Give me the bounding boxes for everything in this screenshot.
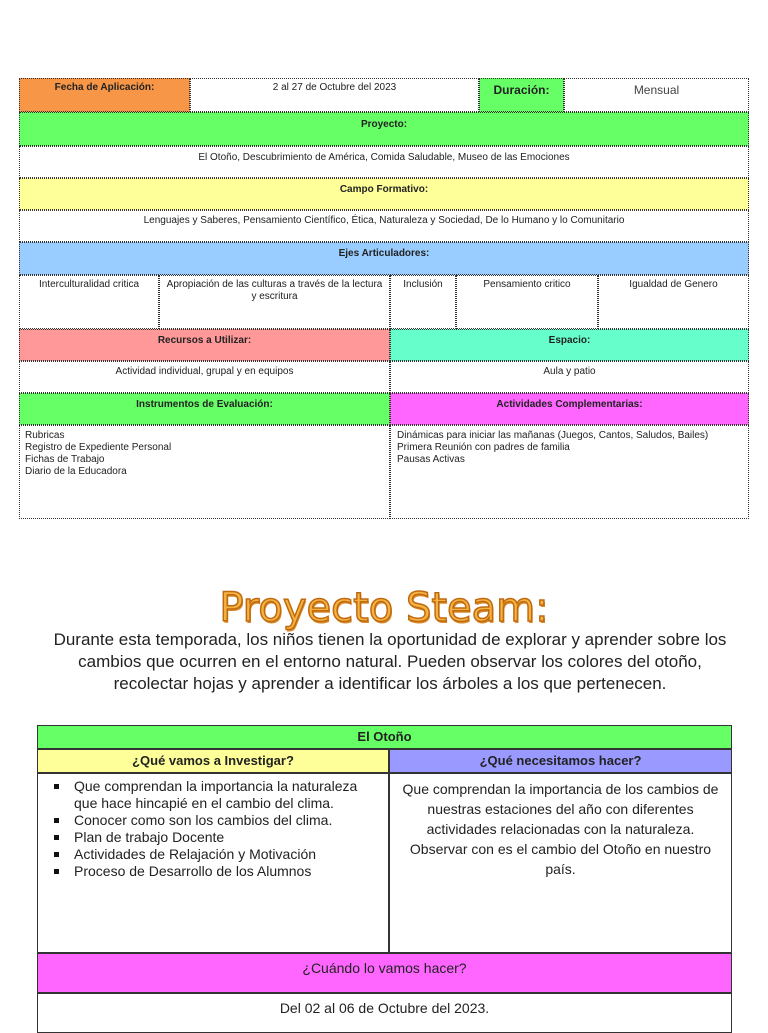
ejes-label: Ejes Articuladores:	[19, 242, 749, 275]
espacio-label: Espacio:	[390, 329, 749, 361]
investigar-item: Proceso de Desarrollo de los Alumnos	[74, 863, 380, 880]
actividades-label: Actividades Complementarias:	[390, 393, 749, 425]
steam-title: Proyecto Steam:	[219, 585, 549, 631]
eje-item: Pensamiento critico	[456, 275, 598, 329]
investigar-item: Conocer como son los cambios del clima.	[74, 812, 380, 829]
cuando-label: ¿Cuándo lo vamos hacer?	[37, 953, 732, 993]
instrumento-item: Rubricas	[25, 430, 65, 441]
actividad-item: Primera Reunión con padres de familia	[397, 442, 570, 453]
otono-header: El Otoño	[37, 725, 732, 749]
investigar-item: Que comprendan la importancia la naturaleza que hace hincapié en el cambio del clima.	[74, 778, 380, 812]
eje-item: Inclusión	[390, 275, 456, 329]
investigar-item: Actividades de Relajación y Motivación	[74, 846, 380, 863]
cuando-value: Del 02 al 06 de Octubre del 2023.	[37, 993, 732, 1033]
proyecto-value: El Otoño, Descubrimiento de América, Comida Saludable, Museo de las Emociones	[19, 146, 749, 178]
hacer-label: ¿Qué necesitamos hacer?	[389, 749, 732, 773]
espacio-value: Aula y patio	[390, 361, 749, 393]
investigar-list	[46, 778, 380, 880]
instrumentos-label: Instrumentos de Evaluación:	[19, 393, 390, 425]
campo-value: Lenguajes y Saberes, Pensamiento Científico, Ética, Naturaleza y Sociedad, De lo Humano y lo Comunitario	[19, 210, 749, 242]
instrumento-item: Diario de la Educadora	[25, 466, 127, 477]
instrumentos-list	[19, 425, 390, 519]
eje-item: Interculturalidad critica	[19, 275, 159, 329]
instrumento-item: Registro de Expediente Personal	[25, 442, 172, 453]
actividad-item: Dinámicas para iniciar las mañanas (Juegos, Cantos, Saludos, Bailes)	[397, 430, 709, 441]
investigar-item: Plan de trabajo Docente	[74, 829, 380, 846]
fecha-label: Fecha de Aplicación:	[19, 78, 190, 112]
hacer-text: Que comprendan la importancia de los cambios de nuestras estaciones del año con diferentes actividades relacionadas con la naturaleza. Observar con es el cambio del Otoño en nuestro país.	[389, 773, 732, 953]
recursos-label: Recursos a Utilizar:	[19, 329, 390, 361]
investigar-cell	[37, 773, 389, 953]
recursos-value: Actividad individual, grupal y en equipos	[19, 361, 390, 393]
campo-label: Campo Formativo:	[19, 178, 749, 210]
duracion-value: Mensual	[564, 78, 749, 112]
eje-item: Igualdad de Genero	[598, 275, 749, 329]
instrumento-item: Fichas de Trabajo	[25, 454, 105, 465]
duracion-label: Duración:	[479, 78, 564, 112]
eje-item: Apropiación de las culturas a través de la lectura y escritura	[159, 275, 390, 329]
actividades-list	[390, 425, 749, 519]
fecha-value: 2 al 27 de Octubre del 2023	[190, 78, 479, 112]
steam-paragraph: Durante esta temporada, los niños tienen la oportunidad de explorar y aprender sobre los cambios que ocurren en el entorno natural. Pueden observar los colores del otoño, recolectar hojas y aprender a identificar los árboles a los que pertenecen.	[53, 630, 727, 693]
actividad-item: Pausas Activas	[397, 454, 465, 465]
proyecto-label: Proyecto:	[19, 112, 749, 146]
investigar-label: ¿Qué vamos a Investigar?	[37, 749, 389, 773]
